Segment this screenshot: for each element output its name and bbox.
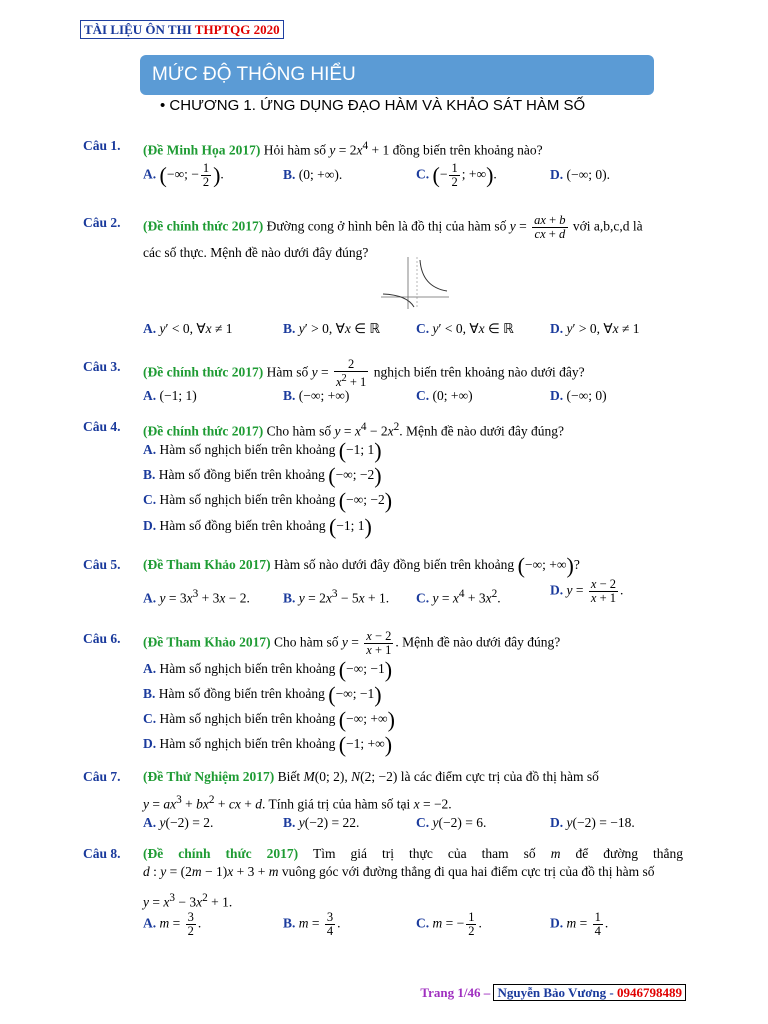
question-text: Tìm giá trị thực của tham số bbox=[312, 846, 536, 861]
option-d[interactable]: D. y′ > 0, ∀x ≠ 1 bbox=[550, 321, 640, 336]
option-a[interactable]: A. m = $\frac{3}{2}$ . bbox=[143, 910, 202, 938]
question-text-after: với a,b,c,d là bbox=[572, 218, 643, 234]
chapter-title: • CHƯƠNG 1. ỨNG DỤNG ĐẠO HÀM VÀ KHẢO SÁT HÀM SỐ bbox=[160, 97, 586, 114]
option-a[interactable]: A. y′ < 0, ∀x ≠ 1 bbox=[143, 321, 233, 336]
question-label: Câu 4. bbox=[83, 419, 121, 434]
question-label: Câu 1. bbox=[83, 138, 121, 153]
question-8: Câu 8. (Đề chính thức 2017) Tìm giá trị thực của tham số m để đường thẳng d : y = (2m − 1)x + 3 + m vuông góc với đường thẳng đi qua hai điểm cực trị của đồ thị hàm số $y = x^3 - 3x^2 + 1$. A. m = $\frac{3}{2}$ . B. m = $\frac{3}{4}$ . C. m = − $\frac{1}{2}$ . D. m = $\frac{1}{4}$ . bbox=[83, 846, 683, 938]
question-6: Câu 6. (Đề Tham Khảo 2017) Cho hàm số y = $\frac{x - 2}{x + 1}$ . Mệnh đề nào dưới đây đúng? A. Hàm số nghịch biến trên khoảng (−∞; −1) B. Hàm số đồng biến trên khoảng (−∞; −1) C. Hàm số nghịch biến trên khoảng (−∞; +∞) D. Hàm số nghịch biến trên khoảng (−1; +∞) bbox=[83, 629, 561, 757]
option-c[interactable]: C. (− $\frac{1}{2}$ ; +∞). bbox=[416, 161, 497, 189]
question-source: (Đề chính thức 2017) bbox=[143, 423, 264, 439]
question-text: Biết bbox=[277, 769, 301, 784]
option-a[interactable]: A. Hàm số nghịch biến trên khoảng (−1; 1) bbox=[143, 437, 382, 463]
question-source: (Đề Minh Họa 2017) bbox=[143, 142, 261, 158]
question-text-line2: . Tính giá trị của hàm số tại bbox=[261, 796, 411, 812]
option-c[interactable]: C. y(−2) = 6. bbox=[416, 815, 487, 830]
page-number: Trang 1/46 – bbox=[420, 985, 491, 1000]
question-source: (Đề Tham Khảo 2017) bbox=[143, 634, 271, 650]
option-a[interactable]: A. Hàm số nghịch biến trên khoảng (−∞; −1) bbox=[143, 656, 393, 682]
option-c[interactable]: C. m = − $\frac{1}{2}$ . bbox=[416, 910, 482, 938]
question-2: Câu 2. (Đề chính thức 2017) Đường cong ở hình bên là đồ thị của hàm số y = $\frac{ax + b}{cx + d}$ với a,b,c,d là các số thực. Mệnh đề nào dưới đây đúng? A. y′ < 0, ∀x ≠ 1 B. y′ > 0, ∀x ∈ ℝ C. y′ < 0, ∀x ∈ ℝ D. y′ > 0, ∀x ≠ 1 bbox=[83, 214, 683, 339]
option-d[interactable]: D. Hàm số nghịch biến trên khoảng (−1; +∞) bbox=[143, 731, 393, 757]
question-source: (Đề Thử Nghiệm 2017) bbox=[143, 769, 275, 784]
question-source: (Đề chính thức 2017) bbox=[143, 218, 264, 234]
header-exam: THPTQG 2020 bbox=[194, 22, 280, 37]
function-graph bbox=[381, 257, 449, 309]
option-b[interactable]: B. (0; +∞). bbox=[283, 167, 343, 182]
question-source: (Đề Tham Khảo 2017) bbox=[143, 557, 271, 572]
question-label: Câu 5. bbox=[83, 557, 121, 572]
option-d[interactable]: D. (−∞; 0) bbox=[550, 388, 607, 403]
question-3: Câu 3. (Đề chính thức 2017) Hàm số y = $\frac{2}{x^2 + 1}$ nghịch biến trên khoảng nào dưới đây? A. (−1; 1) B. (−∞; +∞) C. (0; +∞) D. (−∞; 0) bbox=[83, 357, 607, 403]
option-b[interactable]: B. y(−2) = 22. bbox=[283, 815, 360, 830]
section-banner: MỨC ĐỘ THÔNG HIỂU bbox=[140, 55, 654, 95]
question-5: Câu 5. (Đề Tham Khảo 2017) Hàm số nào dưới đây đồng biến trên khoảng (−∞; +∞)? A. $y = 3x^3 + 3x - 2$. B. $y = 2x^3 - 5x + 1$. C. $y = x^4 + 3x^2$. D. y = $\frac{x - 2}{x + 1}$ . bbox=[83, 552, 624, 606]
option-a[interactable]: A. y(−2) = 2. bbox=[143, 815, 214, 830]
document-header bbox=[80, 20, 284, 39]
option-b[interactable]: B. m = $\frac{3}{4}$ . bbox=[283, 910, 341, 938]
option-d[interactable]: D. y(−2) = −18. bbox=[550, 815, 635, 830]
question-text-mid: là các điểm cực trị của đồ thị hàm số bbox=[400, 769, 599, 784]
question-4: Câu 4. (Đề chính thức 2017) Cho hàm số $y = x^4 - 2x^2$. Mệnh đề nào dưới đây đúng? A. Hàm số nghịch biến trên khoảng (−1; 1) B. Hàm số đồng biến trên khoảng (−∞; −2) C. Hàm số nghịch biến trên khoảng (−∞; −2) D. Hàm số đồng biến trên khoảng (−1; 1) bbox=[83, 419, 565, 539]
question-label: Câu 3. bbox=[83, 359, 121, 374]
question-source: (Đề chính thức 2017) bbox=[143, 846, 299, 861]
option-a[interactable]: A. (−∞; − $\frac{1}{2}$ ). bbox=[143, 161, 224, 189]
option-a[interactable]: A. (−1; 1) bbox=[143, 388, 197, 403]
question-label: Câu 7. bbox=[83, 769, 121, 784]
author-phone: 0946798489 bbox=[617, 985, 682, 1000]
question-text-after: nghịch biến trên khoảng nào dưới đây? bbox=[373, 364, 585, 380]
option-d[interactable]: D. m = $\frac{1}{4}$ . bbox=[550, 910, 609, 938]
option-b[interactable]: B. Hàm số đồng biến trên khoảng (−∞; −1) bbox=[143, 681, 382, 707]
header-prefix: TÀI LIỆU ÔN THI bbox=[84, 22, 192, 37]
question-text-after: . Mệnh đề nào dưới đây đúng? bbox=[399, 423, 565, 439]
option-b[interactable]: B. Hàm số đồng biến trên khoảng (−∞; −2) bbox=[143, 462, 382, 488]
question-label: Câu 2. bbox=[83, 215, 121, 230]
question-text: Cho hàm số bbox=[266, 423, 332, 439]
option-a[interactable]: A. $y = 3x^3 + 3x - 2$. bbox=[143, 588, 250, 606]
question-text-line2: các số thực. Mệnh đề nào dưới đây đúng? bbox=[143, 245, 369, 260]
option-c[interactable]: C. $y = x^4 + 3x^2$. bbox=[416, 588, 501, 606]
page-footer bbox=[420, 985, 686, 1001]
option-b[interactable]: B. y′ > 0, ∀x ∈ ℝ bbox=[283, 321, 381, 336]
question-text-line2: vuông góc với đường thẳng đi qua hai điểm cực trị của đồ thị hàm số bbox=[281, 864, 655, 879]
option-c[interactable]: C. Hàm số nghịch biến trên khoảng (−∞; −2) bbox=[143, 487, 393, 513]
author-name: Nguyễn Bảo Vương - bbox=[497, 985, 614, 1000]
option-b[interactable]: B. $y = 2x^3 - 5x + 1$. bbox=[283, 588, 390, 606]
question-label: Câu 6. bbox=[83, 631, 121, 646]
option-c[interactable]: C. Hàm số nghịch biến trên khoảng (−∞; +∞) bbox=[143, 706, 395, 732]
question-text: Đường cong ở hình bên là đồ thị của hàm số bbox=[266, 218, 507, 234]
question-source: (Đề chính thức 2017) bbox=[143, 364, 264, 380]
question-text-after: đồng biến trên khoảng nào? bbox=[392, 142, 543, 158]
question-text: Hỏi hàm số bbox=[263, 142, 326, 158]
option-d[interactable]: D. y = $\frac{x - 2}{x + 1}$ . bbox=[550, 577, 624, 605]
question-text: Cho hàm số bbox=[274, 634, 339, 650]
question-text: Hàm số nào dưới đây đồng biến trên khoảng bbox=[274, 557, 515, 572]
question-text-mid: để đường thẳng bbox=[575, 846, 683, 861]
question-text-after: . Mệnh đề nào dưới đây đúng? bbox=[395, 634, 561, 650]
question-text: Hàm số bbox=[266, 364, 309, 380]
option-c[interactable]: C. (0; +∞) bbox=[416, 388, 473, 403]
option-d[interactable]: D. (−∞; 0). bbox=[550, 167, 610, 182]
question-label: Câu 8. bbox=[83, 846, 121, 861]
option-d[interactable]: D. Hàm số đồng biến trên khoảng (−1; 1) bbox=[143, 513, 372, 539]
option-b[interactable]: B. (−∞; +∞) bbox=[283, 388, 350, 403]
question-7: Câu 7. (Đề Thử Nghiệm 2017) Biết M(0; 2), N(2; −2) là các điểm cực trị của đồ thị hàm số $y = ax^3 + bx^2$ + cx + d. Tính giá trị của hàm số tại x = −2. A. y(−2) = 2. B. y(−2) = 22. C. y(−2) = 6. D. y(−2) = −18. bbox=[83, 769, 635, 830]
option-c[interactable]: C. y′ < 0, ∀x ∈ ℝ bbox=[416, 321, 514, 336]
question-1: Câu 1. (Đề Minh Họa 2017) Hỏi hàm số $y = 2x^4 + 1$ đồng biến trên khoảng nào? A. (−∞; − $\frac{1}{2}$ ). B. (0; +∞). C. (− $\frac{1}{2}$ ; +∞). D. (−∞; 0). bbox=[83, 138, 610, 189]
